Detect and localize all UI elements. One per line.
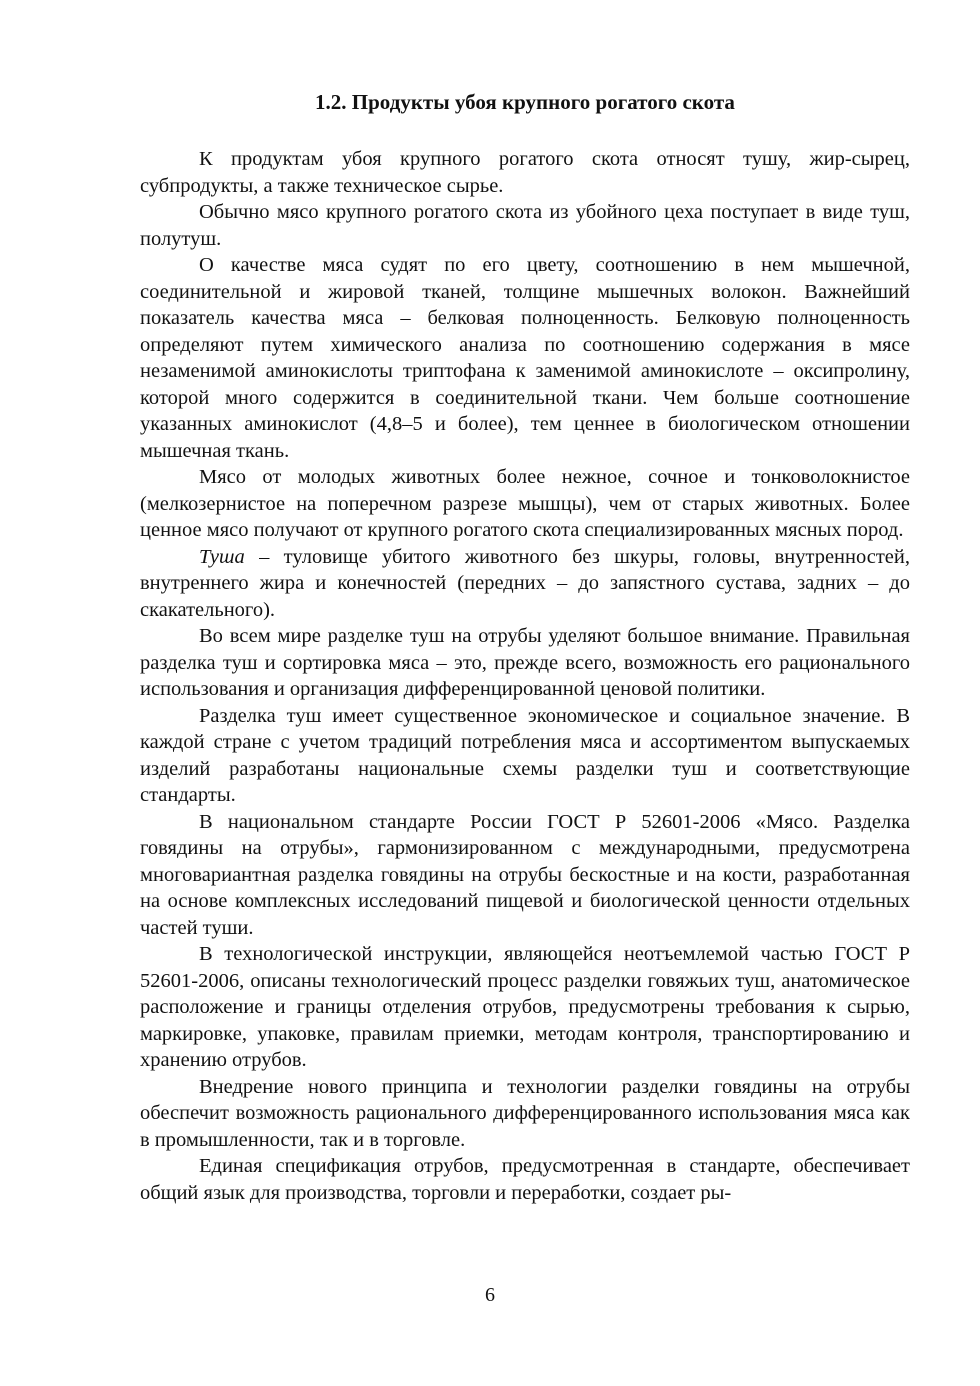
paragraph-11: Единая спецификация отрубов, предусмотренная в стандарте, обеспечивает общий язык для производства, торговли и переработки, создает ры- [140,1155,910,1204]
page-number: 6 [485,1284,495,1306]
paragraph-5 [140,544,910,624]
paragraph-7: Разделка туш имеет существенное экономическое и социальное значение. В каждой стране с учетом традиций потребления мяса и ассортиментом выпускаемых изделий разработаны национальные схемы разделки туш и соответствующие стандарты. [140,704,910,806]
paragraph-3: О качестве мяса судят по его цвету, соотношению в нем мышечной, соединительной и жировой тканей, толщине мышечных волокон. Важнейший показатель качества мяса – белковая полноценность. Белковую полноценность определяют путем химического анализа по соотношению содержания в мясе незаменимой аминокислоты триптофана к заменимой аминокислоте – оксипролину, которой много содержится в соединительной ткани. Чем больше соотношение указанных аминокислот (4,8–5 и более), тем ценнее в биологическом отношении мышечная ткань. [140,254,910,462]
paragraph-9: В технологической инструкции, являющейся неотъемлемой частью ГОСТ Р 52601-2006, описаны технологический процесс разделки говяжьих туш, анатомическое расположение и границы отделения отрубов, предусмотрены требования к сырью, маркировке, упаковке, правилам приемки, методам контроля, транспортированию и хранению отрубов. [140,943,910,1071]
paragraph-6: Во всем мире разделке туш на отрубы уделяют большое внимание. Правильная разделка туш и сортировка мяса – это, прежде всего, возможность его рационального использования и организация дифференцированной ценовой политики. [140,625,910,700]
document-page [140,88,910,1206]
term-definition: – туловище убитого животного без шкуры, головы, внутренностей, внутреннего жира и конечностей (передних – до запястного сустава, задних – до скакательного). [140,545,910,621]
term-carcass: Туша [199,545,245,568]
section-heading: 1.2. Продукты убоя крупного рогатого скота [315,90,735,114]
paragraph-10: Внедрение нового принципа и технологии разделки говядины на отрубы обеспечит возможность рационального дифференцированного использования мяса как в промышленности, так и в торговле. [140,1075,910,1151]
paragraph-1: К продуктам убоя крупного рогатого скота относят тушу, жир-сырец, субпродукты, а также техническое сырье. [140,148,910,197]
paragraph-8: В национальном стандарте России ГОСТ Р 52601-2006 «Мясо. Разделка говядины на отрубы», гармонизированном с международными, предусмотрена многовариантная разделка говядины на отрубы бескостные и на кости, разработанная на основе комплексных исследований пищевой и биологической ценности отдельных частей туши. [140,810,910,939]
paragraph-4: Мясо от молодых животных более нежное, сочное и тонковолокнистое (мелкозернистое на поперечном разрезе мышцы), чем от старых животных. Более ценное мясо получают от крупного рогатого скота специализированных мясных пород. [140,466,910,541]
paragraph-2: Обычно мясо крупного рогатого скота из убойного цеха поступает в виде туш, полутуш. [140,201,910,250]
